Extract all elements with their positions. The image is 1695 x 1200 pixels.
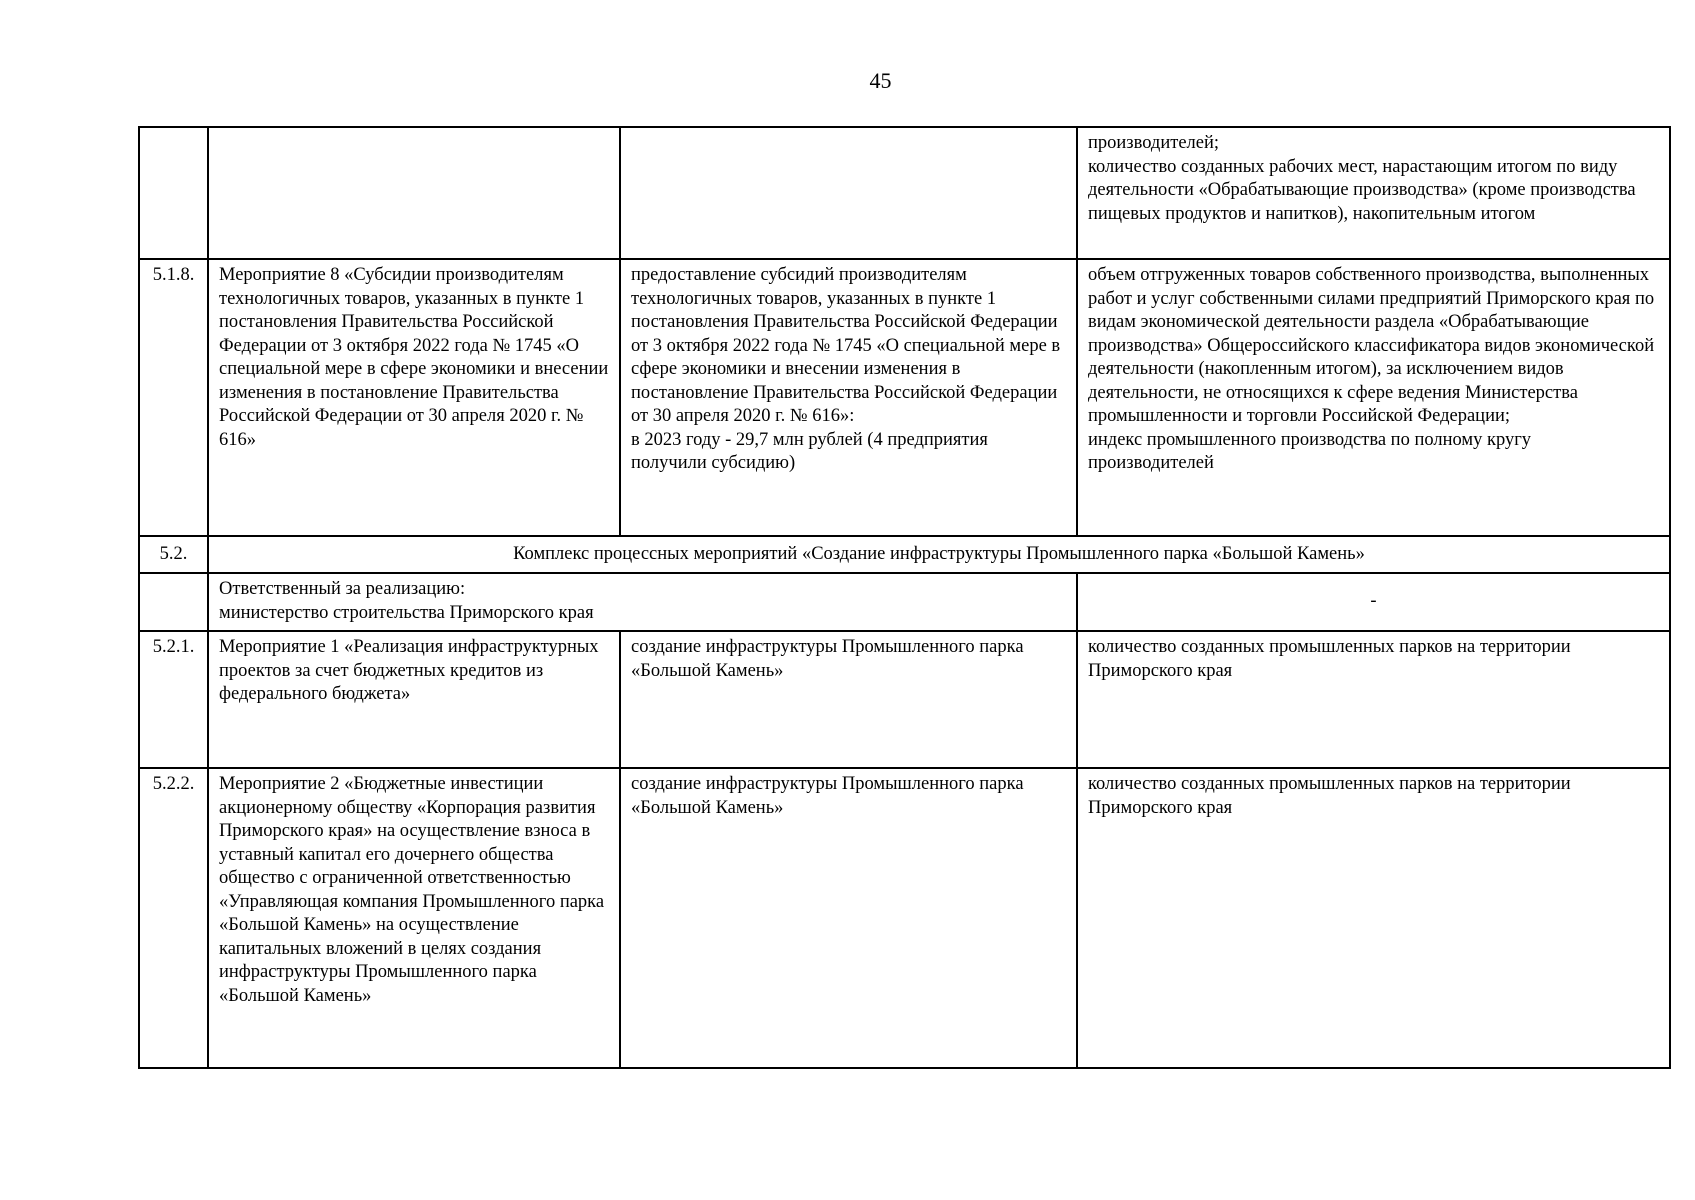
row-number: 5.1.8. <box>139 259 208 536</box>
responsible-value: министерство строительства Приморского края <box>219 602 594 623</box>
measure-name <box>208 127 620 259</box>
result-line: в 2023 году - 29,7 млн рублей (4 предприятия получили субсидию) <box>631 429 988 473</box>
indicator-line: количество созданных рабочих мест, нарастающим итогом по виду деятельности «Обрабатывающие производства» (кроме производства пищевых продуктов и напитков), накопительным итогом <box>1088 156 1636 224</box>
measure-indicator <box>1077 259 1670 536</box>
row-number <box>139 127 208 259</box>
measure-indicator <box>1077 127 1670 259</box>
table-row <box>139 631 1670 768</box>
responsible-cell <box>208 573 1077 631</box>
row-number: 5.2.1. <box>139 631 208 768</box>
indicator-line: производителей; <box>1088 133 1220 153</box>
result-line: предоставление субсидий производителям технологичных товаров, указанных в пункте 1 постановления Правительства Российской Федерации от 3 октября 2022 года № 1745 «О специальной мере в сфере экономики и внесении изменения в постановление Правительства Российской Федерации от 30 апреля 2020 г. № 616»: <box>631 265 1061 426</box>
responsible-label: Ответственный за реализацию: <box>219 579 466 599</box>
responsible-right: - <box>1077 573 1670 631</box>
table-row <box>139 768 1670 1068</box>
measures-table <box>138 126 1671 1069</box>
table-row <box>139 259 1670 536</box>
row-number: 5.2.2. <box>139 768 208 1068</box>
table-row <box>139 127 1670 259</box>
measure-indicator: количество созданных промышленных парков на территории Приморского края <box>1077 631 1670 768</box>
indicator-line: индекс промышленного производства по полному кругу производителей <box>1088 429 1532 473</box>
measure-name: Мероприятие 8 «Субсидии производителям технологичных товаров, указанных в пункте 1 постановления Правительства Российской Федерации от 3 октября 2022 года № 1745 «О специальной мере в сфере экономики и внесении изменения в постановление Правительства Российской Федерации от 30 апреля 2020 г. № 616» <box>208 259 620 536</box>
measure-result: создание инфраструктуры Промышленного парка «Большой Камень» <box>620 631 1077 768</box>
indicator-line: объем отгруженных товаров собственного производства, выполненных работ и услуг собственными силами предприятий Приморского края по видам экономической деятельности раздела «Обрабатывающие производства» Общероссийского классификатора видов экономической деятельности (накопленным итогом), за исключением видов деятельности, не относящихся к сфере ведения Министерства промышленности и торговли Российской Федерации; <box>1088 265 1655 426</box>
measure-name: Мероприятие 1 «Реализация инфраструктурных проектов за счет бюджетных кредитов из федерального бюджета» <box>208 631 620 768</box>
page-number: 45 <box>869 68 892 93</box>
measure-result: создание инфраструктуры Промышленного парка «Большой Камень» <box>620 768 1077 1068</box>
row-number <box>139 573 208 631</box>
measure-result <box>620 259 1077 536</box>
measure-result <box>620 127 1077 259</box>
measure-name: Мероприятие 2 «Бюджетные инвестиции акционерному обществу «Корпорация развития Приморского края» на осуществление взноса в уставный капитал его дочернего общества общество с ограниченной ответственностью «Управляющая компания Промышленного парка «Большой Камень» на осуществление капитальных вложений в целях создания инфраструктуры Промышленного парка «Большой Камень» <box>208 768 620 1068</box>
responsible-row <box>139 573 1670 631</box>
section-row <box>139 536 1670 573</box>
section-title: Комплекс процессных мероприятий «Создание инфраструктуры Промышленного парка «Большой Камень» <box>208 536 1670 573</box>
measure-indicator: количество созданных промышленных парков на территории Приморского края <box>1077 768 1670 1068</box>
section-number: 5.2. <box>139 536 208 573</box>
